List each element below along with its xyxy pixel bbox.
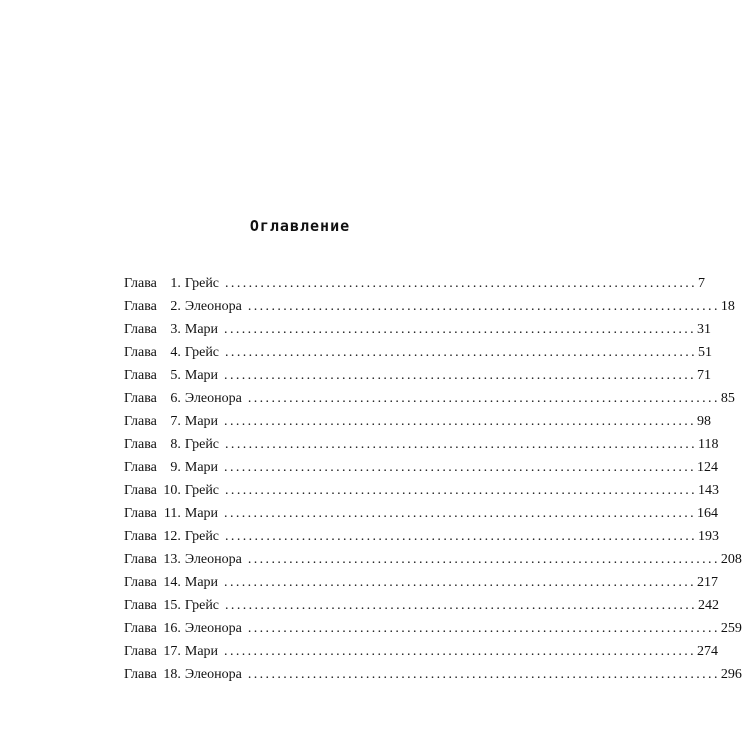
chapter-number: 3. bbox=[170, 322, 181, 337]
chapter-number: 6. bbox=[170, 391, 181, 406]
chapter-word: Глава bbox=[124, 322, 157, 337]
chapter-number: 14. bbox=[163, 575, 181, 590]
page-number: 242 bbox=[698, 598, 720, 613]
chapter-number: 1. bbox=[170, 276, 181, 291]
dot-leader: ................................................................................ bbox=[247, 552, 720, 567]
page-number: 98 bbox=[697, 414, 712, 429]
toc-entry bbox=[124, 548, 742, 571]
dot-leader: ................................................................................ bbox=[224, 644, 697, 659]
toc-entry bbox=[124, 640, 719, 663]
chapter-name: Мари bbox=[184, 368, 219, 383]
page-number: 164 bbox=[697, 506, 719, 521]
dot-leader: ................................................................................ bbox=[225, 529, 698, 544]
chapter-number: 15. bbox=[163, 598, 181, 613]
toc-entry bbox=[124, 525, 720, 548]
page-number: 193 bbox=[698, 529, 720, 544]
chapter-number: 11. bbox=[163, 506, 181, 521]
chapter-name: Мари bbox=[184, 506, 219, 521]
page-number: 7 bbox=[698, 276, 706, 291]
page-number: 143 bbox=[698, 483, 720, 498]
dot-leader: ................................................................................ bbox=[225, 345, 698, 360]
chapter-name: Элеонора bbox=[184, 552, 242, 567]
chapter-number: 2. bbox=[170, 299, 181, 314]
chapter-name: Грейс bbox=[184, 345, 220, 360]
chapter-word: Глава bbox=[124, 414, 157, 429]
chapter-name: Грейс bbox=[184, 483, 220, 498]
dot-leader: ................................................................................ bbox=[225, 598, 698, 613]
page-number: 18 bbox=[720, 299, 735, 314]
dot-leader: ................................................................................ bbox=[224, 414, 697, 429]
chapter-number: 17. bbox=[163, 644, 181, 659]
page-number: 31 bbox=[697, 322, 712, 337]
chapter-name: Мари bbox=[184, 575, 219, 590]
chapter-name: Мари bbox=[184, 460, 219, 475]
chapter-word: Глава bbox=[124, 667, 157, 682]
toc-entry bbox=[124, 571, 719, 594]
dot-leader: ................................................................................ bbox=[224, 322, 697, 337]
chapter-word: Глава bbox=[124, 368, 157, 383]
page-number: 274 bbox=[697, 644, 719, 659]
dot-leader: ................................................................................ bbox=[224, 368, 697, 383]
chapter-name: Грейс bbox=[184, 529, 220, 544]
chapter-number: 5. bbox=[170, 368, 181, 383]
chapter-name: Элеонора bbox=[184, 667, 242, 682]
page-number: 71 bbox=[697, 368, 712, 383]
toc-entry bbox=[124, 364, 712, 387]
chapter-name: Мари bbox=[184, 322, 219, 337]
page-number: 85 bbox=[720, 391, 735, 406]
chapter-word: Глава bbox=[124, 460, 157, 475]
chapter-name: Мари bbox=[184, 644, 219, 659]
chapter-word: Глава bbox=[124, 437, 157, 452]
chapter-word: Глава bbox=[124, 299, 157, 314]
page-number: 217 bbox=[697, 575, 719, 590]
toc-entry bbox=[124, 594, 720, 617]
chapter-name: Элеонора bbox=[184, 621, 242, 636]
chapter-word: Глава bbox=[124, 598, 157, 613]
chapter-word: Глава bbox=[124, 391, 157, 406]
chapter-word: Глава bbox=[124, 276, 157, 291]
chapter-word: Глава bbox=[124, 644, 157, 659]
chapter-number: 13. bbox=[163, 552, 181, 567]
toc-entry bbox=[124, 410, 712, 433]
chapter-number: 16. bbox=[163, 621, 181, 636]
toc-entry bbox=[124, 663, 742, 686]
page-number: 124 bbox=[697, 460, 719, 475]
page-number: 51 bbox=[698, 345, 713, 360]
chapter-name: Грейс bbox=[184, 437, 220, 452]
chapter-name: Элеонора bbox=[184, 299, 242, 314]
chapter-number: 8. bbox=[170, 437, 181, 452]
page-number: 259 bbox=[720, 621, 742, 636]
chapter-word: Глава bbox=[124, 552, 157, 567]
toc-entry bbox=[124, 387, 735, 410]
toc-entry bbox=[124, 272, 706, 295]
dot-leader: ................................................................................ bbox=[225, 437, 698, 452]
toc-entry bbox=[124, 433, 719, 456]
chapter-word: Глава bbox=[124, 575, 157, 590]
chapter-name: Грейс bbox=[184, 598, 220, 613]
chapter-name: Элеонора bbox=[184, 391, 242, 406]
chapter-word: Глава bbox=[124, 345, 157, 360]
chapter-number: 10. bbox=[163, 483, 181, 498]
toc-entry bbox=[124, 341, 713, 364]
chapter-name: Мари bbox=[184, 414, 219, 429]
page-number: 208 bbox=[720, 552, 742, 567]
toc-entry bbox=[124, 456, 719, 479]
chapter-word: Глава bbox=[124, 529, 157, 544]
dot-leader: ................................................................................ bbox=[247, 391, 720, 406]
dot-leader: ................................................................................ bbox=[224, 460, 697, 475]
toc-entry bbox=[124, 318, 712, 341]
toc-title: Оглавление bbox=[249, 217, 351, 235]
dot-leader: ................................................................................ bbox=[224, 575, 697, 590]
chapter-word: Глава bbox=[124, 483, 157, 498]
page-number: 118 bbox=[698, 437, 719, 452]
chapter-name: Грейс bbox=[184, 276, 220, 291]
chapter-word: Глава bbox=[124, 621, 157, 636]
dot-leader: ................................................................................ bbox=[225, 483, 698, 498]
toc-entry bbox=[124, 502, 719, 525]
dot-leader: ................................................................................ bbox=[224, 506, 697, 521]
chapter-number: 7. bbox=[170, 414, 181, 429]
dot-leader: ................................................................................ bbox=[225, 276, 698, 291]
chapter-number: 9. bbox=[170, 460, 181, 475]
toc-entry bbox=[124, 617, 742, 640]
dot-leader: ................................................................................ bbox=[247, 299, 720, 314]
chapter-word: Глава bbox=[124, 506, 157, 521]
dot-leader: ................................................................................ bbox=[247, 667, 720, 682]
dot-leader: ................................................................................ bbox=[247, 621, 720, 636]
chapter-number: 18. bbox=[163, 667, 181, 682]
toc-entry bbox=[124, 479, 720, 502]
chapter-number: 12. bbox=[163, 529, 181, 544]
chapter-number: 4. bbox=[170, 345, 181, 360]
toc-entry bbox=[124, 295, 735, 318]
toc-list bbox=[124, 272, 742, 686]
page-number: 296 bbox=[720, 667, 742, 682]
